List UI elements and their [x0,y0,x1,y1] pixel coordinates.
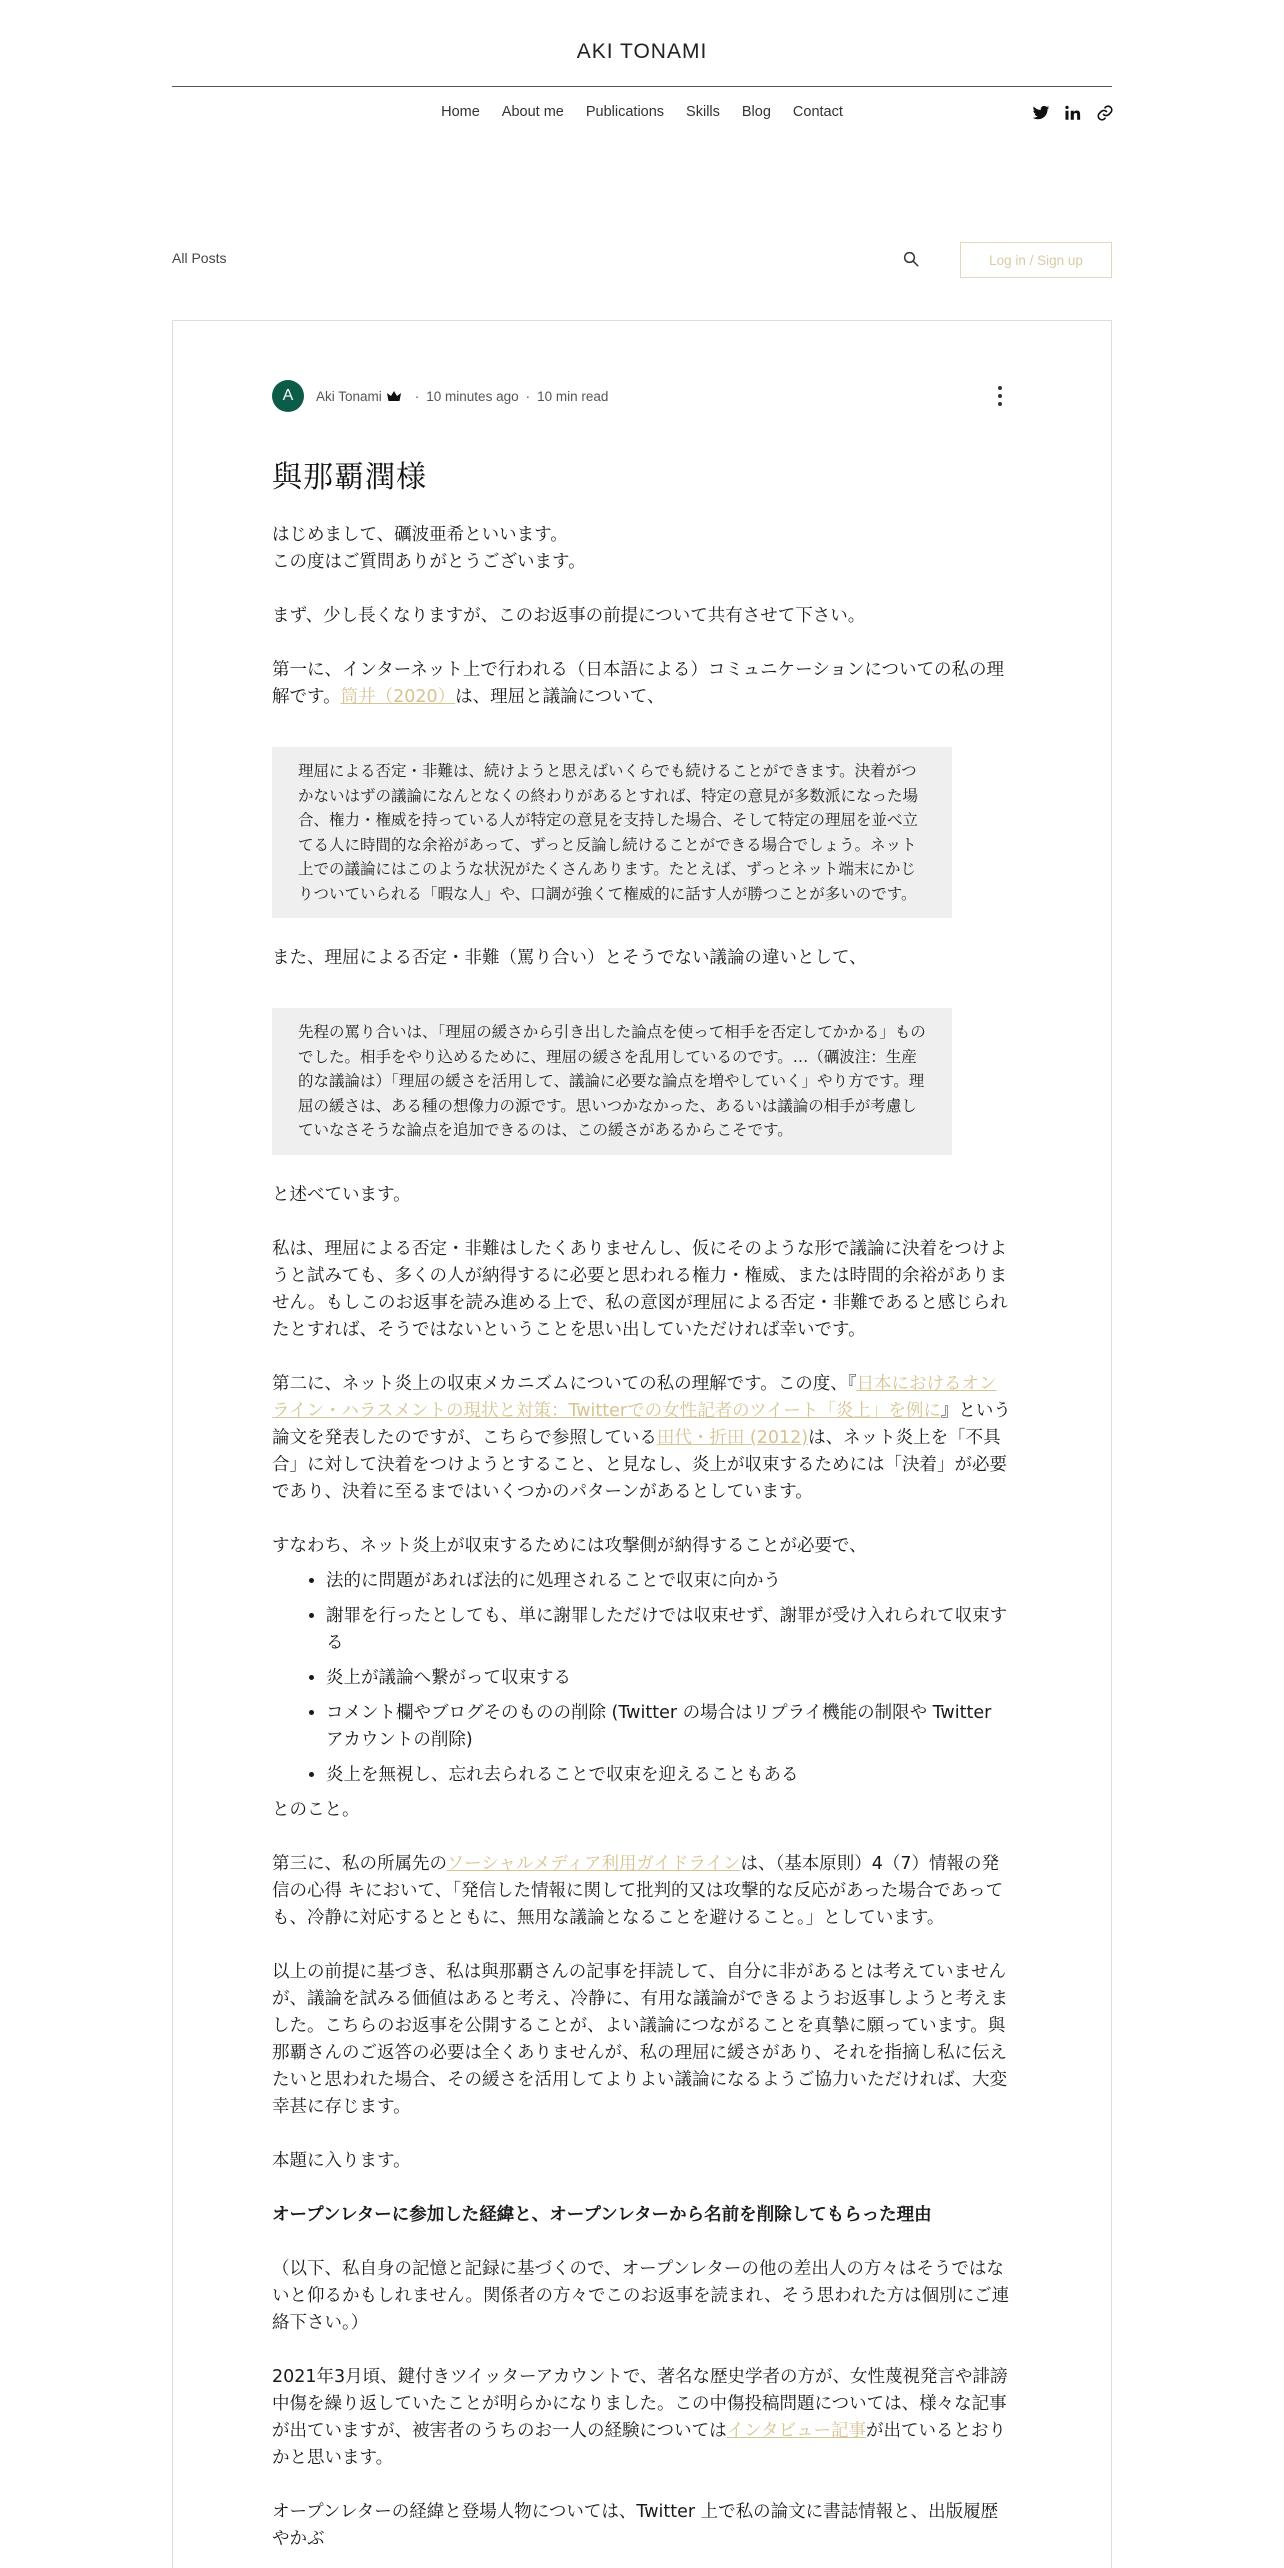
bullet-list [272,1568,1012,1789]
post-time: 10 minutes ago [426,388,519,404]
citation-link-tashiro[interactable]: 田代・折田 (2012) [656,1427,809,1448]
more-actions-icon[interactable] [996,386,1004,406]
paragraph: （以下、私自身の記憶と記録に基づくので、オープンレターの他の差出人の方々はそうではないと仰るかもしれません。関係者の方々でこのお返事を読まれ、そう思われた方は個別にご連絡下さい。） [272,2258,1010,2333]
paragraph: 本題に入ります。 [272,2150,411,2171]
read-time: 10 min read [537,388,609,404]
blockquote: 理屈による否定・非難は、続けようと思えばいくらでも続けることができます。決着がつかないはずの議論になんとなくの終わりがあるとすれば、特定の意見が多数派になった場合、権力・権威を持っている人が特定の意見を支持した場合、そして特定の理屈を並べ立てる人に時間的な余裕があって、ずっと反論し続けることができる場合でしょう。ネット上での議論にはこのような状況がたくさんあります。たとえば、ずっとネット端末にかじりついていられる「暇な人」や、口調が強くて権威的に話す人が勝つことが多いのです。 [272,747,952,918]
login-signup-button[interactable]: Log in / Sign up [960,242,1112,278]
social-links [1032,104,1114,122]
nav-item-skills[interactable]: Skills [686,104,720,120]
post-body [272,522,1012,2553]
paragraph [272,1851,1012,1932]
meta-separator: · [525,388,531,404]
paragraph: この度はご質問ありがとうございます。 [272,552,586,572]
text-span: 第一に、インターネット上で行われる（日本語による）コミュニケーションについての私の理解です。 [272,660,1005,707]
paragraph [272,2364,1012,2472]
paragraph: まず、少し長くなりますが、このお返事の前提について共有させて下さい。 [272,606,866,626]
paragraph: 以上の前提に基づき、私は與那覇さんの記事を拝読して、自分に非があるとは考えていませんが、議論を試みる価値はあると考え、冷静に、有用な議論ができるようお返事しようと考えました。こちらのお返事を公開することが、よい議論につながることを真摯に願っています。與那覇さんのご返答の必要は全くありませんが、私の理屈に緩さがあり、それを指摘し私に伝えたいと思われた場合、その緩さを活用してよりよい議論になるようご協力いただければ、大変幸甚に存じます。 [272,1961,1009,2117]
paragraph: とのこと。 [272,1799,360,1820]
site-title[interactable]: AKI TONAMI [576,40,708,63]
posts-bar [172,240,1112,280]
text-span: が出ているとおりかと思います。 [272,2420,1006,2468]
list-item: • 炎上を無視し、忘れ去られることで収束を迎えることもある [326,1762,1012,1789]
paragraph: 私は、理屈による否定・非難はしたくありませんし、仮にそのような形で議論に決着をつけようと試みても、多くの人が納得するに必要と思われる権力・権威、または時間的余裕がありません。もしこのお返事を読み進める上で、私の意図が理屈による否定・非難であると感じられたとすれば、そうではないということを思い出していただければ幸いです。 [272,1238,1008,1340]
post-meta [272,380,608,412]
guideline-link[interactable]: ソーシャルメディア利用ガイドライン [446,1853,741,1874]
paper-link[interactable]: 日本におけるオンライン・ハラスメントの現状と対策：Twitterでの女性記者のツイート「炎上」を例に [272,1373,997,1421]
avatar[interactable]: A [272,380,304,412]
blockquote: 先程の罵り合いは、「理屈の緩さから引き出した論点を使って相手を否定してかかる」ものでした。相手をやり込めるために、理屈の緩さを乱用しているのです。…（礪波注：生産的な議論は）「理屈の緩さを活用して、議論に必要な論点を増やしていく」やり方です。理屈の緩さは、ある種の想像力の源です。思いつかなかった、あるいは議論の相手が考慮していなさそうな論点を追加できるのは、この緩さがあるからこそです。 [272,1008,952,1155]
text-span: 第三に、私の所属先の [272,1853,447,1874]
nav-item-publications[interactable]: Publications [585,104,665,120]
list-item: • 炎上が議論へ繋がって収束する [326,1665,1012,1692]
paragraph [272,1371,1012,1506]
nav-item-about[interactable]: About me [501,104,564,120]
text-span: は、理屈と議論について、 [455,687,665,707]
author-name[interactable]: Aki Tonami [316,388,382,404]
meta-separator: · [414,388,420,404]
admin-crown-icon [386,390,402,402]
paragraph: すなわち、ネット炎上が収束するためには攻撃側が納得することが必要で、 [272,1535,867,1556]
section-heading: オープンレターに参加した経緯と、オープンレターから名前を削除してもらった理由 [272,2204,932,2225]
paragraph [272,657,1012,711]
text-span: 第二に、ネット炎上の収束メカニズムについての私の理解です。この度、『 [272,1373,857,1394]
post-title: 與那覇潤様 [272,460,427,495]
paragraph: はじめまして、礪波亜希といいます。 [272,525,568,545]
linkedin-icon[interactable] [1064,104,1082,122]
text-span: 2021年3月頃、鍵付きツイッターアカウントで、著名な歴史学者の方が、女性蔑視発言や誹謗中傷を繰り返していたことが明らかになりました。この中傷投稿問題については、様々な記事が出ていますが、被害者のうちのお一人の経験については [272,2366,1008,2441]
paragraph: オープンレターの経緯と登場人物については、Twitter 上で私の論文に書誌情報と、出版履歴やかぶ [272,2501,999,2549]
interview-link[interactable]: インタビュー記事 [726,2420,866,2441]
citation-link-tsutsui[interactable]: 筒井（2020） [340,687,456,707]
paragraph: また、理屈による否定・非難（罵り合い）とそうでない議論の違いとして、 [272,948,867,968]
nav-item-blog[interactable]: Blog [741,104,771,120]
paragraph: と述べています。 [272,1184,411,1205]
text-span: 』という論文を発表したのですが、こちらで参照している [272,1400,1011,1448]
text-span: は、（基本原則）4（7）情報の発信の心得 キにおいて、「発信した情報に関して批判的又は攻撃的な反応があった場合であっても、冷静に対応するとともに、無用な議論となることを避けること。」としています。 [272,1853,1004,1928]
twitter-icon[interactable] [1032,104,1050,122]
list-item: • コメント欄やブログそのものの削除 (Twitter の場合はリプライ機能の制限や Twitter アカウントの削除) [326,1700,1012,1754]
all-posts-link[interactable]: All Posts [172,250,227,266]
nav-item-home[interactable]: Home [441,104,480,120]
search-icon[interactable] [902,250,920,268]
text-span: は、ネット炎上を「不具合」に対して決着をつけようとすること、と見なし、炎上が収束するためには「決着」が必要であり、決着に至るまではいくつかのパターンがあるとしています。 [272,1427,1007,1502]
list-item: • 法的に問題があれば法的に処理されることで収束に向かう [326,1568,1012,1595]
header-divider [172,86,1112,87]
list-item: • 謝罪を行ったとしても、単に謝罪しただけでは収束せず、謝罪が受け入れられて収束する [326,1603,1012,1657]
nav-item-contact[interactable]: Contact [792,104,843,120]
link-icon[interactable] [1096,104,1114,122]
